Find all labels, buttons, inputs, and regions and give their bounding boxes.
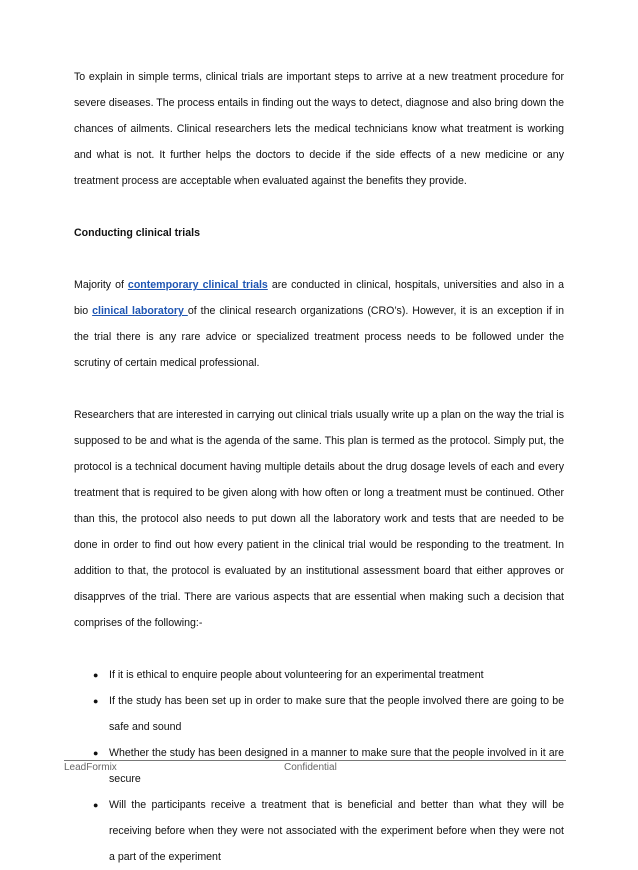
list-item [74,792,564,870]
paragraph-spacer [74,636,564,662]
footer-confidential: Confidential [284,762,337,773]
bullet-icon: ● [93,670,99,680]
list-item-text: Whether the study has been designed in a manner to make sure that the people involved in it are secure [109,747,564,785]
intro-paragraph: To explain in simple terms, clinical trials are important steps to arrive at a new treatment procedure for severe diseases. The process entails in finding out the ways to detect, diagnose and also bring down the chances of ailments. Clinical researchers lets the medical technicians know what treatment is working and what is not. It further helps the doctors to decide if the side effects of a new medicine or any treatment process are acceptable when evaluated against the benefits they provide. [74,71,564,187]
list-item [74,688,564,740]
list-item-text: Will the participants receive a treatment that is beneficial and better than what they will be receiving before when they were not associated with the experiment before when they were not a part of the experiment [109,799,564,863]
paragraph-spacer [74,376,564,402]
list-item [74,662,564,688]
clinical-laboratory-link[interactable]: clinical laboratory [92,305,188,317]
list-item-text: If it is ethical to enquire people about volunteering for an experimental treatment [109,669,484,681]
bullet-icon: ● [93,748,99,758]
paragraph-text: of the clinical research organizations (CRO’s). However, it is an exception if in the trial there is any rare advice or specialized treatment process needs to be followed under the scrutiny of certain medical professional. [74,305,564,369]
paragraph-text: Majority of [74,279,128,291]
paragraph-protocol: Researchers that are interested in carrying out clinical trials usually write up a plan on the way the trial is supposed to be and what is the agenda of the same. This plan is termed as the protocol. Simply put, the protocol is a technical document having multiple details about the drug dosage levels of each and every treatment that is required to be given along with how often or long a treatment must be continued. Other than this, the protocol also needs to put down all the laboratory work and tests that are needed to be done in order to find out how every patient in the clinical trial would be responding to the treatment. In addition to that, the protocol is evaluated by an institutional assessment board that either approves or disapprves of the trial. There are various aspects that are essential when making such a decision that comprises of the following:- [74,409,564,629]
list-item-text: If the study has been set up in order to make sure that the people involved there are going to be safe and sound [109,695,564,733]
paragraph-text: are conducted in clinical, hospitals, universities and also in a bio [74,279,564,317]
paragraph-majority [74,272,564,376]
document-body [74,64,564,870]
paragraph-spacer [74,194,564,220]
paragraph-spacer [74,246,564,272]
footer-divider [64,760,566,761]
contemporary-clinical-trials-link[interactable]: contemporary clinical trials [127,279,268,291]
footer-company: LeadFormix [64,762,117,773]
section-heading: Conducting clinical trials [74,227,200,239]
bullet-icon: ● [93,696,99,706]
bullet-icon: ● [93,800,99,810]
